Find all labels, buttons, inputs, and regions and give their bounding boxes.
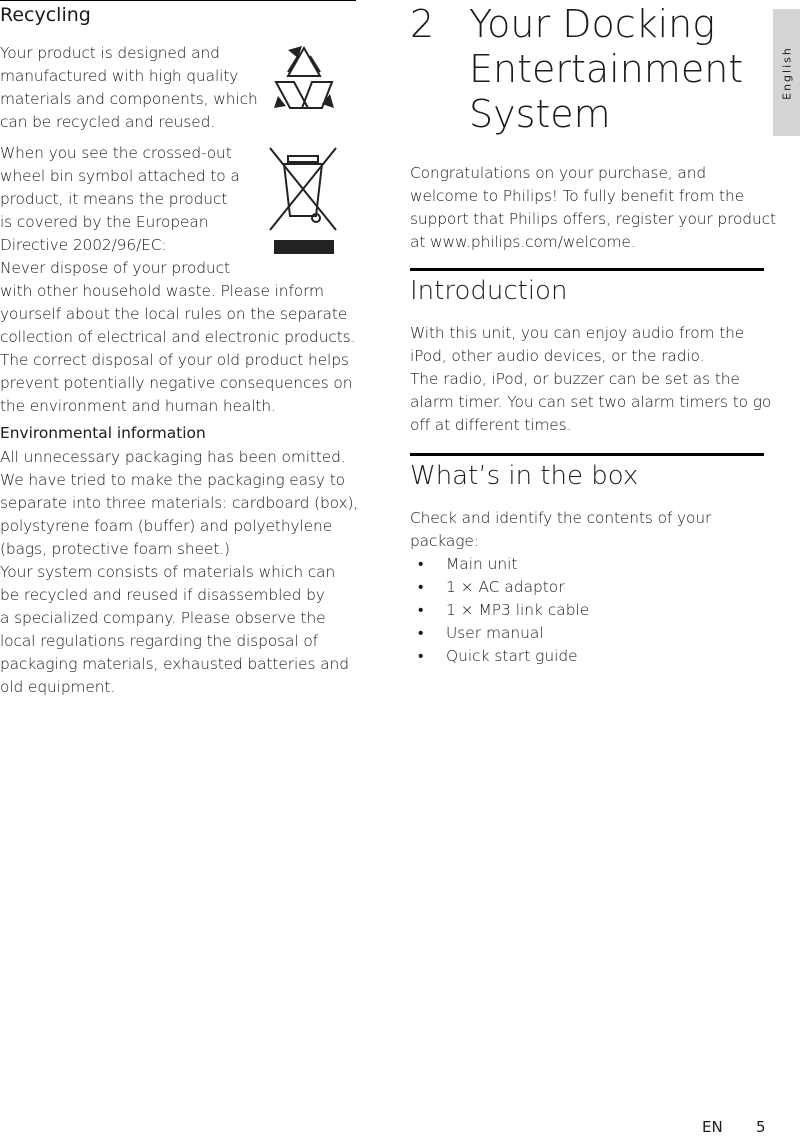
bullet-icon: •: [418, 647, 424, 665]
chapter-title: Your Docking Entertainment System: [469, 2, 744, 136]
box-paragraph: Check and identify the contents of your package:: [410, 509, 712, 550]
introduction-rule: [410, 268, 764, 271]
list-item: • Quick start guide: [410, 645, 589, 668]
list-item: • 1 × AC adaptor: [410, 576, 589, 599]
page-number: 5: [756, 1118, 766, 1136]
recycling-heading: Recycling: [0, 4, 91, 26]
introduction-paragraph: With this unit, you can enjoy audio from the iPod, other audio devices, or the radio. The radio, iPod, or buzzer can be set as the alarm timer. You can set two alarm timers to go off at different times.: [410, 324, 772, 434]
recycle-icon: [268, 42, 340, 114]
list-item: • 1 × MP3 link cable: [410, 599, 589, 622]
environmental-paragraph: All unnecessary packaging has been omitted. We have tried to make the packaging easy to separate into three materials: cardboard (box), polystyrene foam (buffer) and polyethylene (bags, protective foam sheet.) Your system consists of materials which can be recycled and reused if disassembled by a specialized company. Please observe the local regulations regarding the disposal of packaging materials, exhausted batteries and old equipment.: [0, 448, 359, 696]
list-item: • User manual: [410, 622, 589, 645]
chapter-number: 2: [410, 2, 435, 46]
intro-paragraph: Congratulations on your purchase, and welcome to Philips! To fully benefit from the support that Philips offers, register your product at www.philips.com/welcome.: [410, 164, 776, 251]
bullet-icon: •: [418, 601, 424, 619]
bullet-icon: •: [418, 578, 424, 596]
environmental-heading: Environmental information: [0, 424, 206, 442]
footer-language: EN: [702, 1118, 723, 1136]
box-rule: [410, 453, 764, 456]
box-contents-list: [410, 553, 589, 668]
language-tab: [773, 9, 800, 136]
bullet-icon: •: [418, 555, 424, 573]
top-rule: [0, 0, 356, 1]
bin-paragraph: When you see the crossed-out wheel bin symbol attached to a product, it means the product is covered by the European Directive 2002/96/EC: Never dispose of your product with other household waste. Please inform yourself about the local rules on the separate collection of electrical and electronic products. The correct disposal of your old product helps prevent potentially negative consequences on the environment and human health.: [0, 144, 356, 415]
box-heading: What’s in the box: [410, 461, 639, 491]
language-tab-label: English: [780, 45, 793, 100]
list-item: • Main unit: [410, 553, 589, 576]
crossed-out-wheel-bin-icon: [266, 146, 340, 258]
recycling-paragraph: Your product is designed and manufactured with high quality materials and components, which can be recycled and reused.: [0, 44, 258, 131]
introduction-heading: Introduction: [410, 276, 568, 306]
bullet-icon: •: [418, 624, 424, 642]
